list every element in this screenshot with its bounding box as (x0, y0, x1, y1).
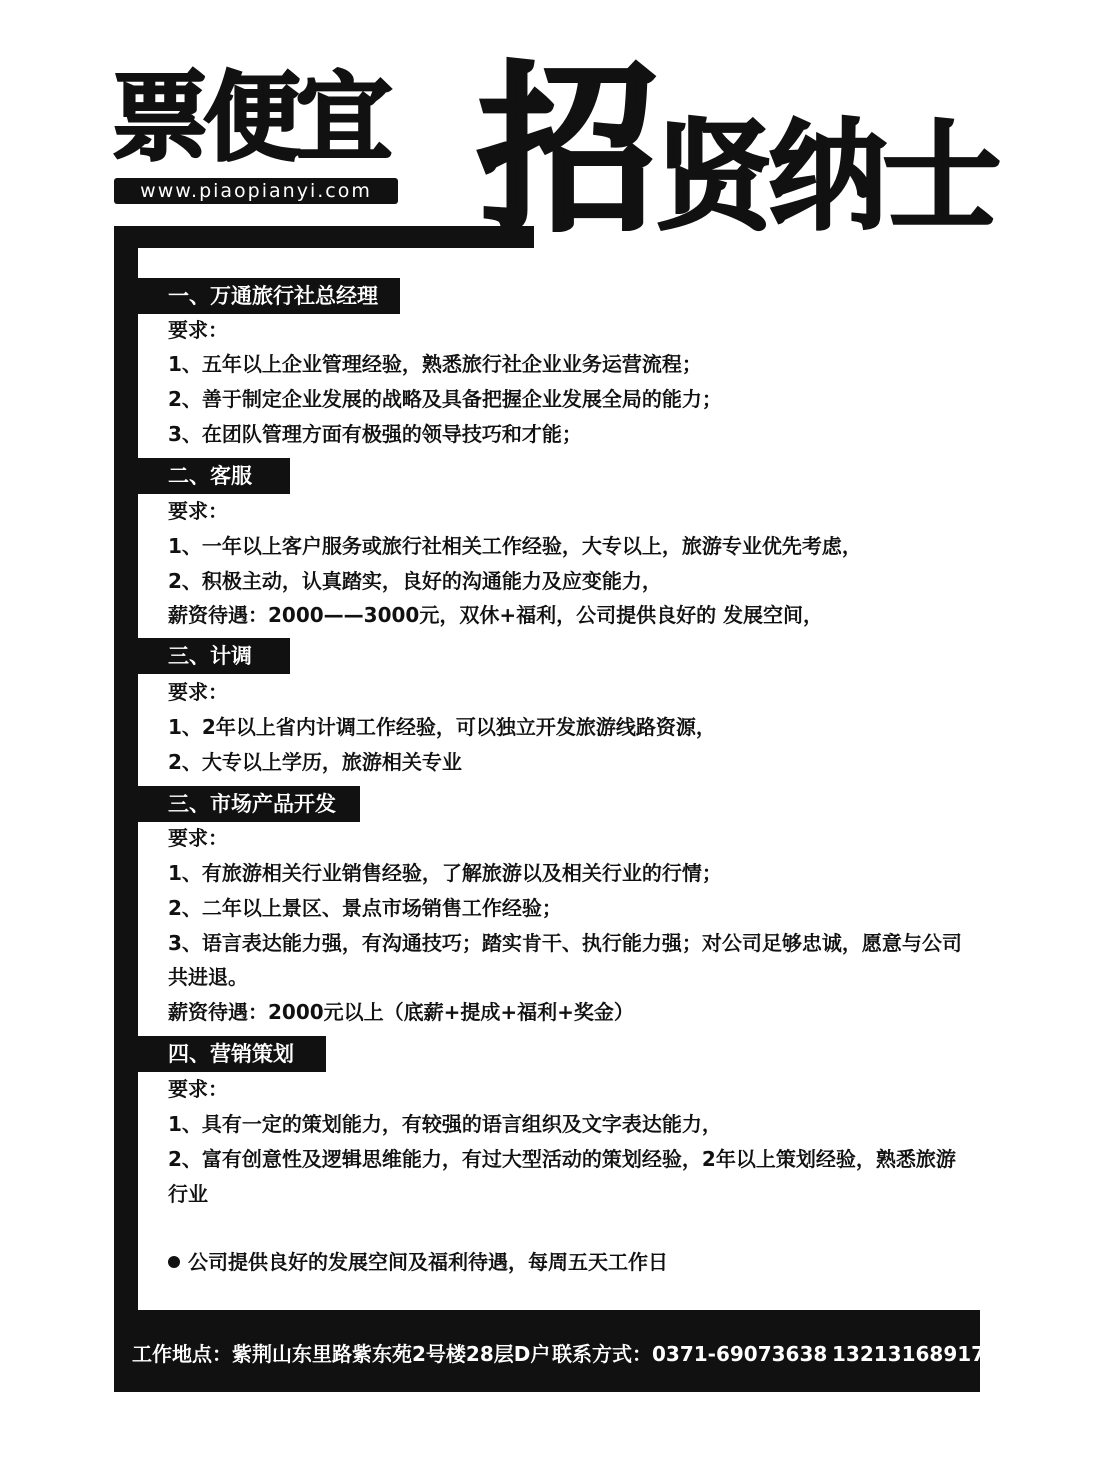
section-line: 2、积极主动，认真踏实，良好的沟通能力及应变能力， (168, 569, 662, 593)
section-line: 1、2年以上省内计调工作经验，可以独立开发旅游线路资源， (168, 715, 716, 739)
brand-logo: 票便宜 (112, 62, 388, 174)
section-line: 要求： (168, 318, 228, 342)
section-line: 要求： (168, 1077, 228, 1101)
section-line: 1、有旅游相关行业销售经验，了解旅游以及相关行业的行情； (168, 861, 722, 885)
section-title-marketing-planning: 四、营销策划 (114, 1036, 326, 1072)
section-title-customer-service: 二、客服 (114, 458, 290, 494)
section-line: 要求： (168, 680, 228, 704)
section-line: 薪资待遇：2000元以上（底薪+提成+福利+奖金） (168, 1000, 634, 1024)
section-line: 共进退。 (168, 965, 248, 989)
bullet-icon (168, 1256, 180, 1268)
section-line: 要求： (168, 499, 228, 523)
section-title-market-product: 三、市场产品开发 (114, 786, 360, 822)
section-line: 1、一年以上客户服务或旅行社相关工作经验，大专以上，旅游专业优先考虑， (168, 534, 862, 558)
section-line: 行业 (168, 1182, 208, 1206)
contact-phone[interactable]: 联系方式：0371-69073638 (552, 1342, 828, 1366)
section-line: 1、具有一定的策划能力，有较强的语言组织及文字表达能力， (168, 1112, 722, 1136)
spine-horizontal (114, 226, 534, 248)
headline-first-char: 招 (478, 47, 659, 256)
section-title-planner: 三、计调 (114, 638, 290, 674)
work-address: 工作地点：紫荆山东里路紫东苑2号楼28层D户 (132, 1342, 551, 1366)
section-line: 2、善于制定企业发展的战略及具备把握企业发展全局的能力； (168, 387, 722, 411)
section-line: 2、二年以上景区、景点市场销售工作经验； (168, 896, 562, 920)
section-line: 3、语言表达能力强，有沟通技巧；踏实肯干、执行能力强；对公司足够忠诚，愿意与公司 (168, 931, 962, 955)
section-title-general-manager: 一、万通旅行社总经理 (114, 278, 400, 314)
section-line: 2、大专以上学历，旅游相关专业 (168, 750, 462, 774)
contact-mobile[interactable]: 13213168917 (832, 1342, 986, 1366)
section-line: 2、富有创意性及逻辑思维能力，有过大型活动的策划经验，2年以上策划经验，熟悉旅游 (168, 1147, 956, 1171)
section-line: 3、在团队管理方面有极强的领导技巧和才能； (168, 422, 582, 446)
benefits-note: 公司提供良好的发展空间及福利待遇，每周五天工作日 (188, 1250, 668, 1274)
section-line: 薪资待遇：2000——3000元，双休+福利，公司提供良好的 发展空间， (168, 603, 824, 627)
footer-contact-bar (114, 1310, 986, 1392)
section-line: 1、五年以上企业管理经验，熟悉旅行社企业业务运营流程； (168, 352, 702, 376)
brand-url[interactable]: www.piaopianyi.com (114, 178, 398, 204)
headline-rest: 贤纳士 (655, 108, 998, 246)
section-line: 要求： (168, 826, 228, 850)
